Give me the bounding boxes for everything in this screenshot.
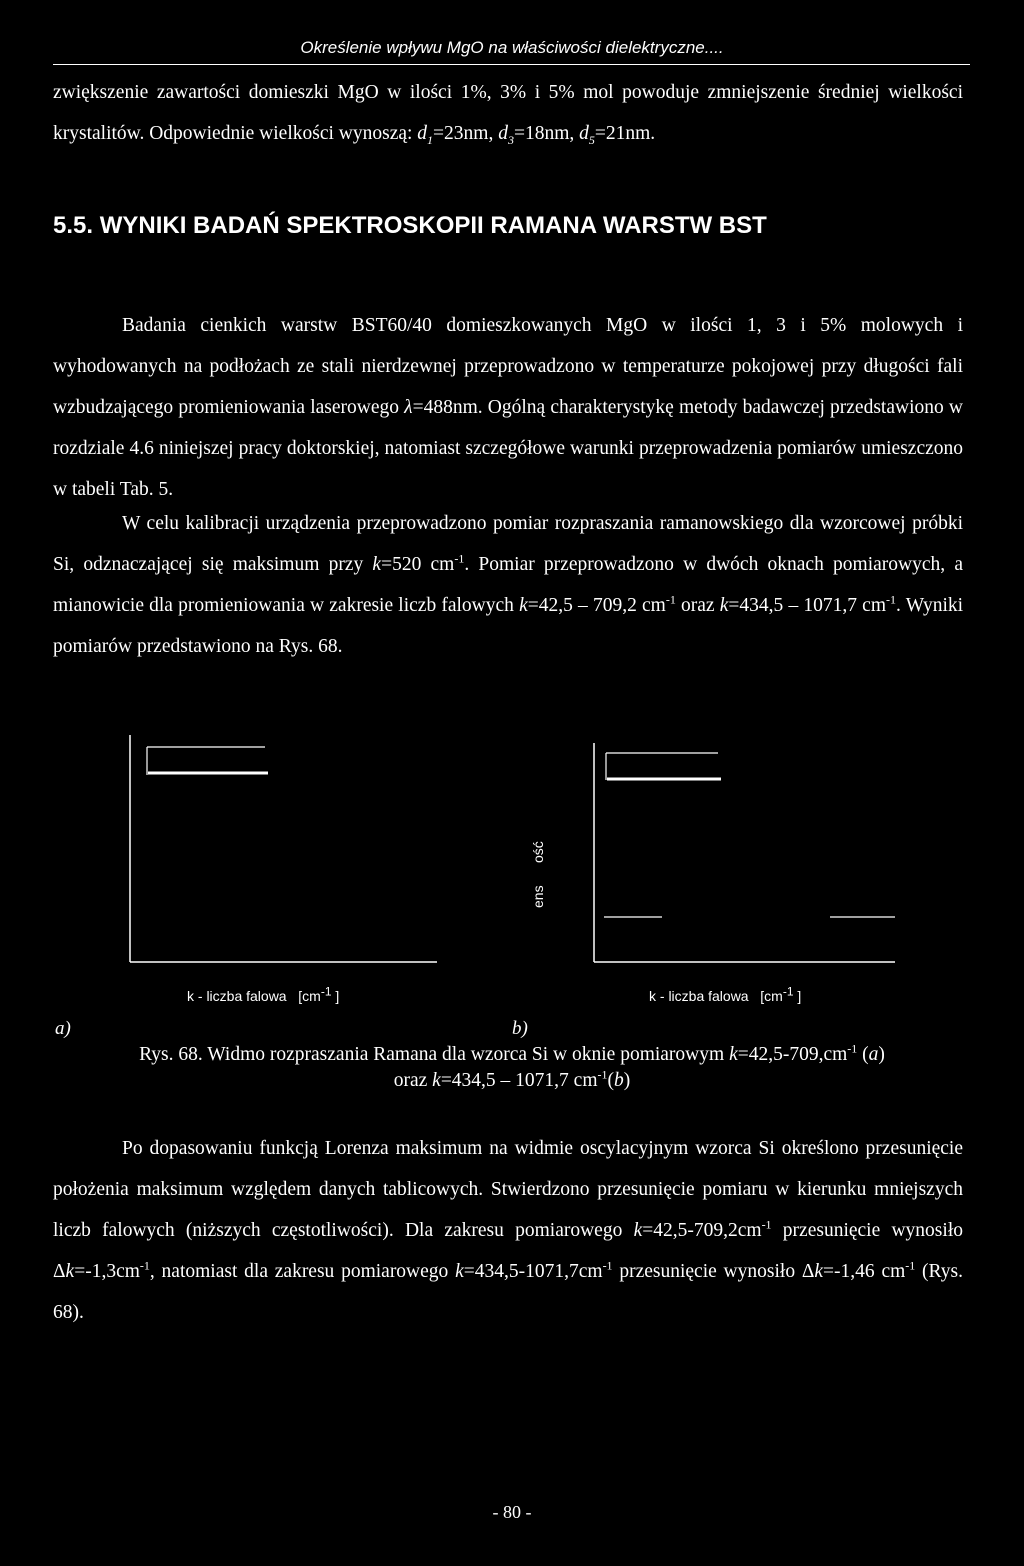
panel-b-xlabel [649, 984, 802, 1004]
p2-text-a: W celu kalibracji urządzenia przeprowadzono pomiar rozpraszania ramanowskiego dla wzorcowej próbki Si, odznaczającej się maksimum przy [53, 513, 963, 575]
panel-b-ylabel-fragment-1: ens [530, 885, 546, 908]
intro-paragraph [53, 72, 963, 154]
d5-subscript: 5 [588, 132, 595, 147]
panel-a-xlabel [187, 984, 340, 1004]
p3-dk2-value: =-1,46 cm [823, 1261, 906, 1282]
p2-k1-sup: -1 [454, 551, 465, 566]
panel-b-xlabel-close: ] [797, 988, 802, 1004]
panel-b-xlabel-unit: [cm [760, 988, 783, 1004]
p3-dk1-sup: -1 [139, 1258, 150, 1273]
caption-text-2c: ( [607, 1070, 615, 1091]
caption-text-2b: =434,5 – 1071,7 cm [440, 1070, 598, 1091]
d1-subscript: 1 [427, 132, 434, 147]
d3-subscript: 3 [507, 132, 514, 147]
paragraph-3 [53, 1128, 963, 1333]
panel-a-xlabel-text: k - liczba falowa [187, 988, 287, 1004]
p2-k1: k [372, 554, 382, 575]
caption-panel-b: b [614, 1070, 624, 1091]
caption-text-1c: ( [857, 1044, 869, 1065]
p2-k3-value: =434,5 – 1071,7 cm [728, 595, 887, 616]
running-header: Określenie wpływu MgO na właściwości dielektryczne.... [300, 38, 724, 57]
p3-k2-value: =434,5-1071,7cm [463, 1261, 603, 1282]
caption-text-2d: ) [623, 1070, 631, 1091]
p3-k1-sup: -1 [761, 1217, 772, 1232]
p2-k2: k [519, 595, 528, 616]
intro-text: zwiększenie zawartości domieszki MgO w ilości 1%, 3% i 5% mol powoduje zmniejszenie średniej wielkości krystalitów. Odpowiednie wielkości wynoszą: [53, 82, 963, 144]
d3-symbol: d [498, 123, 508, 144]
d1-symbol: d [417, 123, 428, 144]
d5-symbol: d [579, 123, 589, 144]
p3-text-a: Po dopasowaniu funkcją Lorenza maksimum na widmie oscylacyjnym wzorca Si określono przesunięcie położenia maksimum względem danych tablicowych. Stwierdzono przesunięcie pomiaru w kierunku mniejszych liczb falowych (niższych częstotliwości). Dla zakresu pomiarowego [53, 1138, 963, 1241]
d5-value: =21nm. [594, 123, 656, 144]
caption-text-1b: =42,5-709,cm [737, 1044, 848, 1065]
p3-text-d: przesunięcie wynosiło Δ [612, 1261, 815, 1282]
paragraph-1 [53, 305, 963, 510]
panel-b-letter: b) [512, 1018, 528, 1039]
panel-a-xlabel-sup: -1 [320, 984, 332, 999]
d1-value: =23nm, [433, 123, 499, 144]
lambda-symbol: λ [404, 397, 413, 418]
p3-dk2-sup: -1 [905, 1258, 916, 1273]
panel-a-xlabel-unit: [cm [298, 988, 321, 1004]
chart-panel-b [530, 743, 895, 962]
p3-dk1: k [65, 1261, 75, 1282]
p1-text-a: Badania cienkich warstw BST60/40 domieszkowanych MgO w ilości 1, 3 i 5% molowych i wyhodowanych na podłożach ze stali nierdzewnej przeprowadzono w temperaturze pokojowej przy długości fali wzbudzającego promieniowania laserowego [53, 315, 963, 418]
caption-sup-1: -1 [847, 1041, 858, 1056]
panel-b-xlabel-text: k - liczba falowa [649, 988, 749, 1004]
caption-line-2 [0, 1068, 1024, 1094]
p2-k3: k [719, 595, 729, 616]
p2-text-c: oraz [675, 595, 720, 616]
p3-text-b: przesunięcie wynosiło Δ [53, 1220, 963, 1282]
paragraph-2 [53, 503, 963, 667]
caption-sup-2: -1 [597, 1067, 608, 1082]
caption-panel-a: a [868, 1044, 879, 1065]
p3-k1-value: =42,5-709,2cm [642, 1220, 762, 1241]
caption-text-1a: Rys. 68. Widmo rozpraszania Ramana dla wzorca Si w oknie pomiarowym [139, 1044, 730, 1065]
p3-text-e: (Rys. 68). [53, 1261, 963, 1323]
figure-68-panels [0, 725, 1024, 975]
page-number: - 80 - [492, 1502, 532, 1522]
p3-dk1-value: =-1,3cm [74, 1261, 140, 1282]
chart-panel-a [130, 735, 437, 962]
header-rule [53, 64, 970, 65]
caption-line-1 [0, 1042, 1024, 1068]
p2-text-b: . Pomiar przeprowadzono w dwóch oknach pomiarowych, a mianowicie dla promieniowania w zakresie liczb falowych [53, 554, 963, 616]
p3-k1: k [633, 1220, 643, 1241]
caption-text-2a: oraz [393, 1070, 433, 1091]
p3-text-c: , natomiast dla zakresu pomiarowego [149, 1261, 456, 1282]
p2-k1-value: =520 cm [381, 554, 455, 575]
caption-k-1: k [729, 1044, 738, 1065]
panel-a-letter: a) [55, 1018, 71, 1039]
p3-dk2: k [814, 1261, 824, 1282]
p3-k2-sup: -1 [602, 1258, 613, 1273]
panel-b-xlabel-sup: -1 [782, 984, 794, 999]
d3-value: =18nm, [513, 123, 580, 144]
section-heading: 5.5. WYNIKI BADAŃ SPEKTROSKOPII RAMANA WARSTW BST [53, 212, 767, 239]
figure-caption [0, 1042, 1024, 1094]
p2-k3-sup: -1 [886, 592, 897, 607]
p1-text-b: =488nm. Ogólną charakterystykę metody badawczej przedstawiono w rozdziale 4.6 niniejszej pracy doktorskiej, natomiast szczegółowe warunki przeprowadzenia pomiarów umieszczono w tabeli Tab. 5. [53, 397, 963, 500]
p2-text-d: . Wyniki pomiarów przedstawiono na Rys. 68. [53, 595, 964, 657]
caption-text-1d: ) [878, 1044, 885, 1065]
p2-k2-sup: -1 [665, 592, 676, 607]
caption-k-2: k [432, 1070, 441, 1091]
panel-b-ylabel-fragment-2: ość [530, 841, 546, 863]
panel-a-xlabel-close: ] [335, 988, 340, 1004]
p3-k2: k [455, 1261, 464, 1282]
p2-k2-value: =42,5 – 709,2 cm [527, 595, 666, 616]
